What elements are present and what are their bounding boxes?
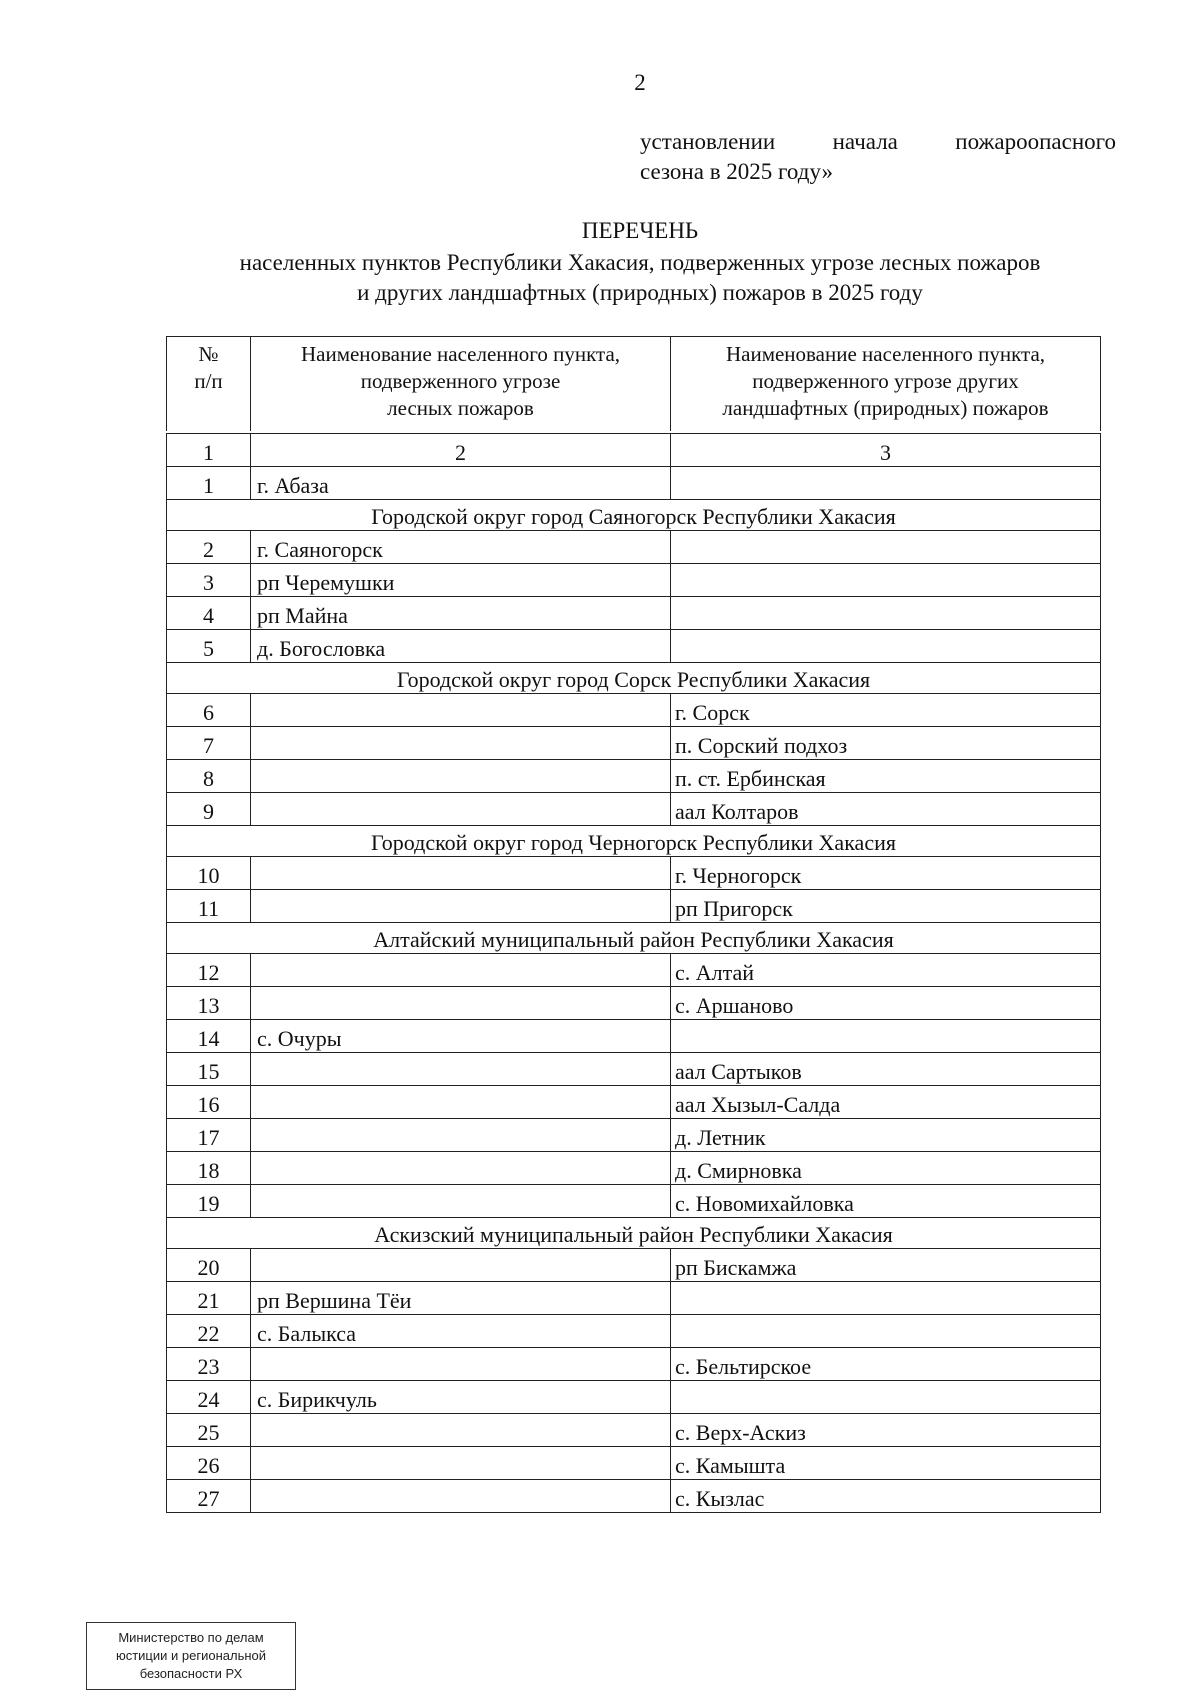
column-number-2: 2 [251, 434, 671, 467]
group-header-row [167, 826, 1101, 857]
row-number-cell: 18 [167, 1152, 251, 1185]
table-row [167, 467, 1101, 500]
forest-settlement-cell [251, 1185, 671, 1218]
other-settlement-cell [671, 467, 1101, 500]
other-settlement-cell: д. Летник [671, 1119, 1101, 1152]
forest-settlement-cell: рп Майна [251, 597, 671, 630]
row-number-cell: 17 [167, 1119, 251, 1152]
forest-settlement-cell [251, 1119, 671, 1152]
stamp-line-1: Министерство по делам [118, 1630, 264, 1645]
forest-settlement-cell [251, 793, 671, 826]
table-row [167, 1053, 1101, 1086]
row-number-cell: 26 [167, 1447, 251, 1480]
forest-settlement-cell: г. Саяногорск [251, 531, 671, 564]
document-subtitle-line-1: населенных пунктов Республики Хакасия, подверженных угрозе лесных пожаров [239, 250, 1041, 275]
group-header-row [167, 1218, 1101, 1249]
forest-settlement-cell: с. Балыкса [251, 1315, 671, 1348]
table-row [167, 760, 1101, 793]
column-number-1: 1 [167, 434, 251, 467]
other-settlement-cell: с. Кызлас [671, 1480, 1101, 1513]
forest-settlement-cell [251, 1249, 671, 1282]
table-row [167, 1020, 1101, 1053]
settlements-table-body [167, 434, 1101, 1513]
other-settlement-cell [671, 1381, 1101, 1414]
forest-settlement-cell: с. Бирикчуль [251, 1381, 671, 1414]
forest-settlement-cell: г. Абаза [251, 467, 671, 500]
other-settlement-cell [671, 630, 1101, 663]
forest-settlement-cell [251, 890, 671, 923]
other-settlement-cell: аал Колтаров [671, 793, 1101, 826]
other-settlement-cell: рп Бискамжа [671, 1249, 1101, 1282]
header-other-text: Наименование населенного пункта, подверженного угрозе других ландшафтных (природных) пожаров [722, 342, 1049, 420]
group-label: Городской округ город Саяногорск Республики Хакасия [167, 500, 1101, 531]
other-settlement-cell [671, 564, 1101, 597]
table-row [167, 1381, 1101, 1414]
forest-settlement-cell [251, 727, 671, 760]
forest-settlement-cell [251, 694, 671, 727]
other-settlement-cell: с. Бельтирское [671, 1348, 1101, 1381]
other-settlement-cell: п. Сорский подхоз [671, 727, 1101, 760]
row-number-cell: 3 [167, 564, 251, 597]
group-label: Алтайский муниципальный район Республики Хакасия [167, 923, 1101, 954]
group-label: Городской округ город Черногорск Республики Хакасия [167, 826, 1101, 857]
other-settlement-cell: с. Камышта [671, 1447, 1101, 1480]
other-settlement-cell: аал Хызыл-Салда [671, 1086, 1101, 1119]
row-number-cell: 14 [167, 1020, 251, 1053]
forest-settlement-cell: рп Вершина Тёи [251, 1282, 671, 1315]
table-row [167, 1152, 1101, 1185]
table-row [167, 531, 1101, 564]
header-cell-other [671, 337, 1101, 432]
row-number-cell: 20 [167, 1249, 251, 1282]
other-settlement-cell: с. Алтай [671, 954, 1101, 987]
row-number-cell: 7 [167, 727, 251, 760]
table-row [167, 727, 1101, 760]
forest-settlement-cell [251, 1447, 671, 1480]
settlements-table [166, 433, 1101, 1513]
row-number-cell: 6 [167, 694, 251, 727]
forest-settlement-cell [251, 1414, 671, 1447]
row-number-cell: 1 [167, 467, 251, 500]
table-row [167, 1315, 1101, 1348]
table-row [167, 1185, 1101, 1218]
header-forest-text: Наименование населенного пункта, подверженного угрозе лесных пожаров [300, 342, 621, 420]
other-settlement-cell: п. ст. Ербинская [671, 760, 1101, 793]
other-settlement-cell: рп Пригорск [671, 890, 1101, 923]
table-row [167, 987, 1101, 1020]
table-row [167, 694, 1101, 727]
table-row [167, 1119, 1101, 1152]
group-header-row [167, 500, 1101, 531]
group-label: Городской округ город Сорск Республики Хакасия [167, 663, 1101, 694]
row-number-cell: 12 [167, 954, 251, 987]
table-row [167, 890, 1101, 923]
forest-settlement-cell [251, 1348, 671, 1381]
table-row [167, 630, 1101, 663]
header-cell-forest [251, 337, 671, 432]
table-row [167, 1447, 1101, 1480]
table-row [167, 1414, 1101, 1447]
row-number-cell: 15 [167, 1053, 251, 1086]
row-number-cell: 16 [167, 1086, 251, 1119]
table-row [167, 1348, 1101, 1381]
forest-settlement-cell [251, 1152, 671, 1185]
forest-settlement-cell: д. Богословка [251, 630, 671, 663]
reference-line-1: установлении начала пожароопасного [640, 129, 1116, 154]
page-number: 2 [634, 70, 646, 95]
other-settlement-cell [671, 531, 1101, 564]
table-row [167, 793, 1101, 826]
stamp-line-3: безопасности РХ [139, 1666, 243, 1681]
group-header-row [167, 923, 1101, 954]
ministry-stamp [86, 1622, 296, 1690]
row-number-cell: 5 [167, 630, 251, 663]
forest-settlement-cell [251, 1480, 671, 1513]
row-number-cell: 2 [167, 531, 251, 564]
row-number-cell: 8 [167, 760, 251, 793]
document-subtitle-line-2: и других ландшафтных (природных) пожаров в 2025 году [357, 280, 923, 305]
table-row [167, 1249, 1101, 1282]
forest-settlement-cell: рп Черемушки [251, 564, 671, 597]
forest-settlement-cell [251, 1086, 671, 1119]
table-row [167, 857, 1101, 890]
row-number-cell: 13 [167, 987, 251, 1020]
table-row [167, 954, 1101, 987]
group-label: Аскизский муниципальный район Республики Хакасия [167, 1218, 1101, 1249]
other-settlement-cell: с. Новомихайловка [671, 1185, 1101, 1218]
other-settlement-cell: с. Верх-Аскиз [671, 1414, 1101, 1447]
forest-settlement-cell [251, 1053, 671, 1086]
other-settlement-cell [671, 1282, 1101, 1315]
row-number-cell: 10 [167, 857, 251, 890]
table-row [167, 1282, 1101, 1315]
table-row [167, 597, 1101, 630]
reference-line-2: сезона в 2025 году» [640, 159, 834, 184]
forest-settlement-cell [251, 857, 671, 890]
row-number-cell: 4 [167, 597, 251, 630]
other-settlement-cell: д. Смирновка [671, 1152, 1101, 1185]
row-number-cell: 19 [167, 1185, 251, 1218]
column-number-row [167, 434, 1101, 467]
other-settlement-cell: г. Сорск [671, 694, 1101, 727]
document-title: ПЕРЕЧЕНЬ [581, 218, 699, 243]
header-number-text: № п/п [194, 342, 223, 393]
table-header [166, 336, 1101, 431]
forest-settlement-cell: с. Очуры [251, 1020, 671, 1053]
group-header-row [167, 663, 1101, 694]
other-settlement-cell: г. Черногорск [671, 857, 1101, 890]
column-number-3: 3 [671, 434, 1101, 467]
row-number-cell: 23 [167, 1348, 251, 1381]
table-row [167, 1086, 1101, 1119]
header-cell-number [167, 337, 251, 432]
other-settlement-cell [671, 1020, 1101, 1053]
row-number-cell: 22 [167, 1315, 251, 1348]
forest-settlement-cell [251, 760, 671, 793]
row-number-cell: 25 [167, 1414, 251, 1447]
stamp-line-2: юстиции и региональной [115, 1648, 267, 1663]
row-number-cell: 27 [167, 1480, 251, 1513]
row-number-cell: 11 [167, 890, 251, 923]
forest-settlement-cell [251, 954, 671, 987]
table-row [167, 564, 1101, 597]
row-number-cell: 21 [167, 1282, 251, 1315]
other-settlement-cell: с. Аршаново [671, 987, 1101, 1020]
other-settlement-cell [671, 1315, 1101, 1348]
other-settlement-cell [671, 597, 1101, 630]
row-number-cell: 9 [167, 793, 251, 826]
forest-settlement-cell [251, 987, 671, 1020]
other-settlement-cell: аал Сартыков [671, 1053, 1101, 1086]
table-row [167, 1480, 1101, 1513]
row-number-cell: 24 [167, 1381, 251, 1414]
